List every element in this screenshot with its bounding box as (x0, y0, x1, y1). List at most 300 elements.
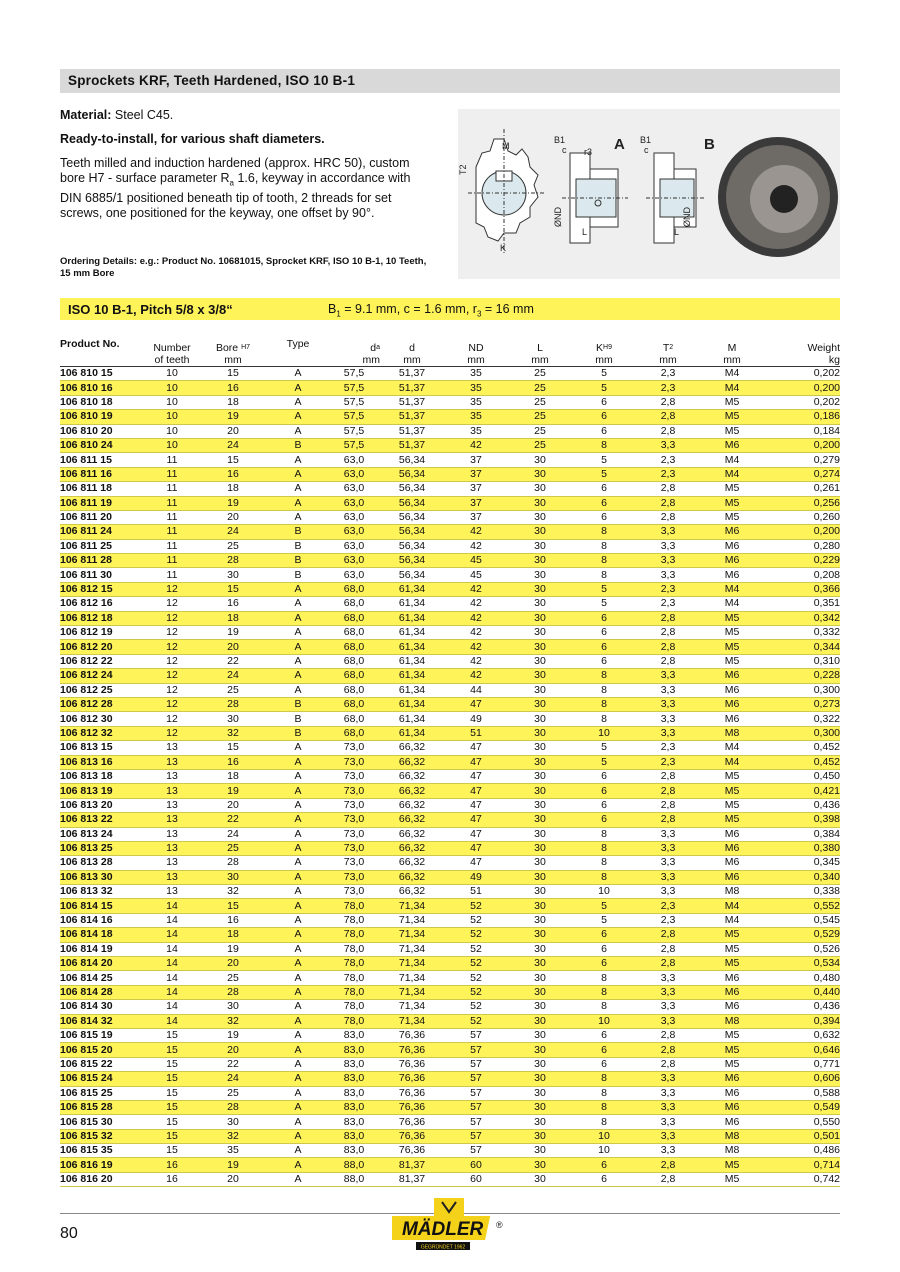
table-cell: 8 (572, 438, 636, 452)
table-cell: 0,279 (764, 453, 840, 467)
table-cell: 42 (444, 626, 508, 640)
table-cell: 47 (444, 755, 508, 769)
table-cell: A (268, 885, 328, 899)
table-cell: 8 (572, 669, 636, 683)
table-cell: 28 (198, 856, 268, 870)
table-row (60, 1115, 840, 1129)
table-cell: 2,3 (636, 755, 700, 769)
table-cell: 13 (146, 769, 198, 783)
table-cell: 0,322 (764, 712, 840, 726)
table-cell: 61,34 (380, 712, 444, 726)
table-cell: 63,0 (328, 539, 380, 553)
table-row (60, 899, 840, 913)
table-cell: 10 (146, 410, 198, 424)
table-cell: 52 (444, 1014, 508, 1028)
table-cell: 11 (146, 482, 198, 496)
table-cell: 19 (198, 410, 268, 424)
table-cell: 18 (198, 928, 268, 942)
table-cell: A (268, 1057, 328, 1071)
table-cell: 6 (572, 813, 636, 827)
table-cell: 0,261 (764, 482, 840, 496)
table-row (60, 942, 840, 956)
table-cell: 32 (198, 726, 268, 740)
table-cell: 6 (572, 626, 636, 640)
table-cell: 2,3 (636, 467, 700, 481)
table-cell: 5 (572, 755, 636, 769)
table-cell: 0,200 (764, 381, 840, 395)
logo-text: MÄDLER (402, 1219, 484, 1240)
table-cell: 78,0 (328, 942, 380, 956)
table-cell: 66,32 (380, 769, 444, 783)
table-cell: M5 (700, 496, 764, 510)
table-cell: 45 (444, 568, 508, 582)
col-d: d mm (380, 336, 444, 367)
table-cell: 3,3 (636, 1000, 700, 1014)
technical-drawing (458, 109, 840, 279)
table-cell: 61,34 (380, 726, 444, 740)
table-cell: 11 (146, 539, 198, 553)
table-cell: 15 (198, 899, 268, 913)
table-cell: 10 (572, 726, 636, 740)
table-cell: M4 (700, 899, 764, 913)
table-cell: 57 (444, 1072, 508, 1086)
table-cell: 12 (146, 726, 198, 740)
table-cell: 106 811 20 (60, 510, 146, 524)
table-cell: 5 (572, 899, 636, 913)
table-cell: 2,8 (636, 424, 700, 438)
table-cell: 106 815 32 (60, 1129, 146, 1143)
logo-svg (392, 1198, 510, 1254)
table-cell: 10 (146, 395, 198, 409)
table-cell: A (268, 482, 328, 496)
table-cell: 16 (198, 597, 268, 611)
table-cell: 56,34 (380, 482, 444, 496)
table-cell: 20 (198, 957, 268, 971)
table-row (60, 755, 840, 769)
table-cell: 66,32 (380, 885, 444, 899)
table-cell: 0,549 (764, 1100, 840, 1114)
table-cell: A (268, 1043, 328, 1057)
table-cell: 52 (444, 899, 508, 913)
table-cell: 0,529 (764, 928, 840, 942)
table-cell: 57,5 (328, 381, 380, 395)
table-cell: 61,34 (380, 582, 444, 596)
table-cell: 30 (508, 1158, 572, 1172)
table-cell: 73,0 (328, 755, 380, 769)
product-table (60, 336, 840, 1187)
table-cell: 57 (444, 1100, 508, 1114)
logo-founded: GEGRÜNDET 1962 (420, 1244, 466, 1251)
table-cell: 30 (508, 913, 572, 927)
table-cell: 25 (198, 971, 268, 985)
table-cell: M5 (700, 640, 764, 654)
table-cell: 2,3 (636, 913, 700, 927)
table-cell: 2,8 (636, 769, 700, 783)
table-cell: 106 812 19 (60, 626, 146, 640)
table-cell: 8 (572, 539, 636, 553)
table-row (60, 1014, 840, 1028)
table-cell: 106 812 18 (60, 611, 146, 625)
table-cell: 2,8 (636, 1057, 700, 1071)
table-cell: 61,34 (380, 626, 444, 640)
table-cell: A (268, 510, 328, 524)
table-cell: M6 (700, 841, 764, 855)
svg-text:L: L (582, 227, 588, 237)
table-cell: 25 (508, 367, 572, 381)
table-cell: 52 (444, 971, 508, 985)
table-cell: 73,0 (328, 885, 380, 899)
table-cell: M5 (700, 510, 764, 524)
table-cell: 19 (198, 942, 268, 956)
table-cell: A (268, 1144, 328, 1158)
table-cell: A (268, 424, 328, 438)
table-cell: 6 (572, 424, 636, 438)
table-cell: 3,3 (636, 568, 700, 582)
table-cell: 30 (508, 1000, 572, 1014)
table-cell: 2,3 (636, 741, 700, 755)
table-cell: 71,34 (380, 928, 444, 942)
table-cell: 35 (444, 424, 508, 438)
table-cell: 6 (572, 1043, 636, 1057)
table-cell: 44 (444, 683, 508, 697)
table-cell: 73,0 (328, 784, 380, 798)
table-cell: 0,632 (764, 1028, 840, 1042)
table-cell: 106 810 15 (60, 367, 146, 381)
table-row (60, 597, 840, 611)
table-cell: 3,3 (636, 1100, 700, 1114)
table-cell: 10 (572, 1129, 636, 1143)
table-cell: 10 (146, 424, 198, 438)
table-cell: 16 (198, 755, 268, 769)
table-cell: 106 814 16 (60, 913, 146, 927)
table-cell: 78,0 (328, 1000, 380, 1014)
table-cell: 66,32 (380, 856, 444, 870)
table-cell: 3,3 (636, 539, 700, 553)
table-cell: 47 (444, 784, 508, 798)
table-cell: 3,3 (636, 1072, 700, 1086)
table-cell: 10 (572, 1014, 636, 1028)
table-cell: 66,32 (380, 741, 444, 755)
table-cell: 66,32 (380, 841, 444, 855)
table-cell: 45 (444, 554, 508, 568)
table-cell: 68,0 (328, 611, 380, 625)
table-cell: 78,0 (328, 1014, 380, 1028)
table-cell: 18 (198, 482, 268, 496)
table-cell: 0,186 (764, 410, 840, 424)
table-row (60, 626, 840, 640)
table-cell: A (268, 467, 328, 481)
table-cell: 42 (444, 597, 508, 611)
table-cell: 0,452 (764, 755, 840, 769)
table-cell: M6 (700, 539, 764, 553)
table-cell: 106 813 16 (60, 755, 146, 769)
table-cell: 10 (146, 438, 198, 452)
table-cell: M5 (700, 798, 764, 812)
table-cell: 66,32 (380, 798, 444, 812)
table-cell: 11 (146, 496, 198, 510)
table-cell: 0,742 (764, 1172, 840, 1186)
table-row (60, 697, 840, 711)
table-cell: M5 (700, 1028, 764, 1042)
table-cell: 25 (508, 424, 572, 438)
table-cell: M5 (700, 1057, 764, 1071)
logo-registered: ® (496, 1220, 503, 1230)
table-cell: 57 (444, 1028, 508, 1042)
table-cell: 2,8 (636, 410, 700, 424)
table-cell: 57,5 (328, 395, 380, 409)
table-cell: 12 (146, 582, 198, 596)
table-row (60, 1100, 840, 1114)
table-cell: 30 (508, 784, 572, 798)
table-cell: A (268, 1158, 328, 1172)
table-cell: 0,228 (764, 669, 840, 683)
table-cell: 0,280 (764, 539, 840, 553)
table-cell: 47 (444, 813, 508, 827)
table-cell: 106 811 28 (60, 554, 146, 568)
table-cell: 106 811 25 (60, 539, 146, 553)
table-cell: M6 (700, 1000, 764, 1014)
table-cell: M4 (700, 755, 764, 769)
table-cell: M5 (700, 626, 764, 640)
table-cell: 10 (572, 885, 636, 899)
table-cell: B (268, 554, 328, 568)
table-cell: 2,3 (636, 582, 700, 596)
table-cell: 76,36 (380, 1100, 444, 1114)
table-cell: 42 (444, 582, 508, 596)
col-da: da mm (328, 336, 380, 367)
table-cell: 12 (146, 654, 198, 668)
table-cell: M6 (700, 985, 764, 999)
table-cell: 6 (572, 942, 636, 956)
table-cell: 30 (508, 726, 572, 740)
table-row (60, 539, 840, 553)
table-cell: A (268, 928, 328, 942)
table-cell: 0,300 (764, 683, 840, 697)
table-cell: 2,8 (636, 798, 700, 812)
table-cell: 35 (198, 1144, 268, 1158)
table-cell: 30 (508, 741, 572, 755)
table-cell: 2,8 (636, 510, 700, 524)
table-cell: 3,3 (636, 683, 700, 697)
table-cell: 71,34 (380, 913, 444, 927)
table-cell: 0,351 (764, 597, 840, 611)
table-cell: 30 (508, 654, 572, 668)
table-cell: 30 (508, 683, 572, 697)
table-cell: M6 (700, 525, 764, 539)
table-cell: B (268, 712, 328, 726)
table-cell: 52 (444, 957, 508, 971)
table-cell: 6 (572, 1057, 636, 1071)
table-cell: 12 (146, 597, 198, 611)
table-cell: 51,37 (380, 424, 444, 438)
table-cell: 3,3 (636, 971, 700, 985)
table-cell: A (268, 827, 328, 841)
table-cell: 51,37 (380, 367, 444, 381)
table-cell: 2,3 (636, 367, 700, 381)
table-cell: 106 813 32 (60, 885, 146, 899)
table-row (60, 841, 840, 855)
table-cell: A (268, 870, 328, 884)
table-row (60, 640, 840, 654)
table-cell: A (268, 654, 328, 668)
table-cell: 0,646 (764, 1043, 840, 1057)
table-cell: 6 (572, 640, 636, 654)
table-cell: 30 (508, 1115, 572, 1129)
table-cell: 8 (572, 1100, 636, 1114)
table-cell: 51,37 (380, 395, 444, 409)
table-cell: 30 (508, 1100, 572, 1114)
table-cell: 0,200 (764, 438, 840, 452)
table-cell: 37 (444, 453, 508, 467)
table-row (60, 784, 840, 798)
table-cell: 61,34 (380, 669, 444, 683)
col-l: L mm (508, 336, 572, 367)
table-cell: 0,436 (764, 798, 840, 812)
table-cell: 106 811 18 (60, 482, 146, 496)
table-cell: A (268, 1100, 328, 1114)
table-cell: 30 (508, 957, 572, 971)
table-cell: 15 (146, 1115, 198, 1129)
table-cell: 15 (146, 1129, 198, 1143)
table-cell: 78,0 (328, 957, 380, 971)
table-cell: 2,3 (636, 381, 700, 395)
table-cell: M5 (700, 928, 764, 942)
table-cell: 71,34 (380, 971, 444, 985)
table-cell: 30 (508, 554, 572, 568)
table-cell: 42 (444, 438, 508, 452)
table-row (60, 582, 840, 596)
table-cell: 12 (146, 640, 198, 654)
table-cell: A (268, 669, 328, 683)
table-row (60, 971, 840, 985)
table-cell: 2,8 (636, 1172, 700, 1186)
table-cell: 47 (444, 856, 508, 870)
table-cell: 12 (146, 697, 198, 711)
table-cell: 30 (508, 1086, 572, 1100)
table-cell: A (268, 640, 328, 654)
table-row (60, 957, 840, 971)
table-cell: 30 (508, 1072, 572, 1086)
table-cell: 106 813 28 (60, 856, 146, 870)
table-cell: 3,3 (636, 697, 700, 711)
table-cell: A (268, 1014, 328, 1028)
table-cell: 63,0 (328, 496, 380, 510)
table-cell: 52 (444, 913, 508, 927)
table-cell: A (268, 784, 328, 798)
table-cell: 30 (508, 1144, 572, 1158)
table-row (60, 798, 840, 812)
table-row (60, 453, 840, 467)
table-cell: 22 (198, 813, 268, 827)
table-cell: 57 (444, 1043, 508, 1057)
col-k: $K^{H9}$ mm (572, 336, 636, 367)
table-row (60, 885, 840, 899)
table-cell: 78,0 (328, 971, 380, 985)
table-cell: 2,3 (636, 453, 700, 467)
table-cell: 0,588 (764, 1086, 840, 1100)
table-cell: 0,208 (764, 568, 840, 582)
table-row (60, 424, 840, 438)
table-row (60, 726, 840, 740)
table-cell: M4 (700, 367, 764, 381)
page-number: 80 (60, 1225, 78, 1242)
table-cell: B (268, 525, 328, 539)
table-cell: 30 (508, 798, 572, 812)
table-cell: 32 (198, 1014, 268, 1028)
table-cell: 19 (198, 626, 268, 640)
table-cell: 73,0 (328, 741, 380, 755)
table-cell: 28 (198, 554, 268, 568)
table-cell: 11 (146, 554, 198, 568)
table-cell: 28 (198, 985, 268, 999)
table-row (60, 1028, 840, 1042)
table-row (60, 1072, 840, 1086)
table-cell: 106 813 30 (60, 870, 146, 884)
table-cell: 3,3 (636, 554, 700, 568)
svg-text:ØND: ØND (553, 207, 563, 227)
table-cell: 30 (508, 453, 572, 467)
table-row (60, 1043, 840, 1057)
table-cell: B (268, 697, 328, 711)
table-cell: 56,34 (380, 510, 444, 524)
table-cell: 6 (572, 510, 636, 524)
table-cell: 16 (198, 913, 268, 927)
table-cell: 5 (572, 741, 636, 755)
table-cell: 73,0 (328, 856, 380, 870)
table-row (60, 410, 840, 424)
table-cell: 51,37 (380, 381, 444, 395)
table-cell: M6 (700, 438, 764, 452)
table-cell: 106 810 24 (60, 438, 146, 452)
table-cell: 106 812 22 (60, 654, 146, 668)
table-cell: 16 (198, 467, 268, 481)
table-cell: M5 (700, 424, 764, 438)
svg-text:L: L (674, 227, 680, 237)
table-cell: 14 (146, 928, 198, 942)
table-cell: 3,3 (636, 1115, 700, 1129)
table-cell: 0,501 (764, 1129, 840, 1143)
table-cell: 14 (146, 899, 198, 913)
table-cell: 3,3 (636, 885, 700, 899)
table-cell: 52 (444, 942, 508, 956)
table-cell: 12 (146, 611, 198, 625)
table-cell: 14 (146, 1014, 198, 1028)
table-cell: 68,0 (328, 669, 380, 683)
table-cell: 14 (146, 913, 198, 927)
table-cell: 8 (572, 697, 636, 711)
table-cell: 60 (444, 1172, 508, 1186)
table-cell: 15 (146, 1144, 198, 1158)
table-row (60, 395, 840, 409)
table-cell: B (268, 726, 328, 740)
table-cell: 11 (146, 467, 198, 481)
table-cell: A (268, 1000, 328, 1014)
table-cell: 11 (146, 510, 198, 524)
table-cell: 0,310 (764, 654, 840, 668)
sprocket-photo (718, 137, 838, 257)
table-cell: 18 (198, 769, 268, 783)
table-cell: 30 (508, 510, 572, 524)
table-cell: 63,0 (328, 467, 380, 481)
table-cell: 2,8 (636, 626, 700, 640)
col-weight: Weight kg (764, 336, 840, 367)
table-cell: 0,771 (764, 1057, 840, 1071)
table-cell: 30 (508, 482, 572, 496)
table-cell: M6 (700, 856, 764, 870)
table-cell: 3,3 (636, 726, 700, 740)
table-cell: 6 (572, 496, 636, 510)
label-a: A (614, 136, 625, 153)
